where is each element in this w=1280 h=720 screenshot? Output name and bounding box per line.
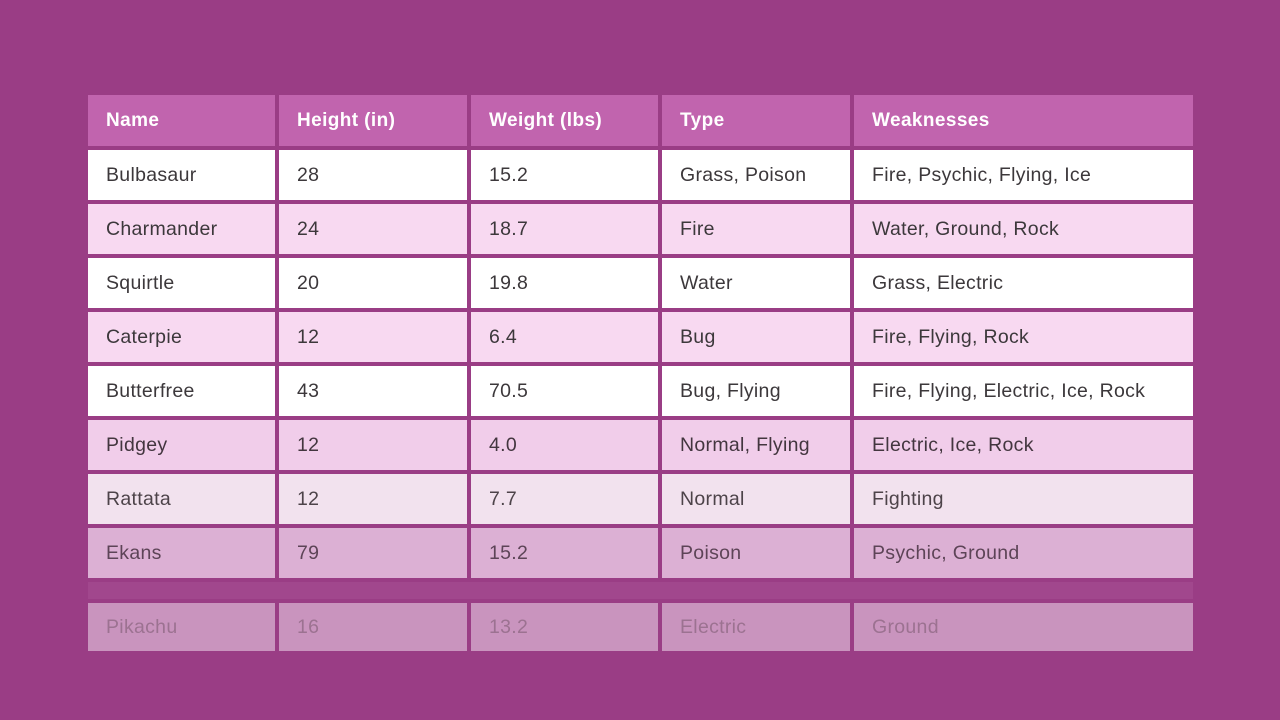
cell-type: Grass, Poison — [662, 150, 850, 200]
cell-name: Charmander — [88, 204, 275, 254]
pokemon-table — [88, 95, 1193, 651]
cell-weaknesses: Water, Ground, Rock — [854, 204, 1193, 254]
table-row — [88, 366, 1193, 416]
cell-height: 20 — [279, 258, 467, 308]
column-header-weaknesses: Weaknesses — [854, 95, 1193, 146]
cell-height: 43 — [279, 366, 467, 416]
cell-name: Pidgey — [88, 420, 275, 470]
column-header-type: Type — [662, 95, 850, 146]
cell-weaknesses: Fire, Flying, Rock — [854, 312, 1193, 362]
cell-weight: 7.7 — [471, 474, 658, 524]
table-row — [88, 528, 1193, 578]
cell-weaknesses: Fire, Psychic, Flying, Ice — [854, 150, 1193, 200]
cell-weaknesses: Psychic, Ground — [854, 528, 1193, 578]
cell-height: 12 — [279, 420, 467, 470]
table-row — [88, 474, 1193, 524]
cell-weaknesses: Fire, Flying, Electric, Ice, Rock — [854, 366, 1193, 416]
column-header-weight: Weight (lbs) — [471, 95, 658, 146]
cell-weaknesses: Electric, Ice, Rock — [854, 420, 1193, 470]
cell-height: 28 — [279, 150, 467, 200]
cell-name: Rattata — [88, 474, 275, 524]
cell-type: Bug — [662, 312, 850, 362]
cell-weaknesses: Ground — [854, 603, 1193, 651]
cell-height: 12 — [279, 474, 467, 524]
cell-weight: 15.2 — [471, 150, 658, 200]
cell-type: Normal, Flying — [662, 420, 850, 470]
cell-weight: 6.4 — [471, 312, 658, 362]
cell-weight: 70.5 — [471, 366, 658, 416]
cell-name: Butterfree — [88, 366, 275, 416]
cell-weight: 4.0 — [471, 420, 658, 470]
table-row-gap — [88, 582, 1193, 599]
table-row — [88, 258, 1193, 308]
table-row — [88, 204, 1193, 254]
cell-name: Bulbasaur — [88, 150, 275, 200]
cell-type: Fire — [662, 204, 850, 254]
cell-height: 24 — [279, 204, 467, 254]
cell-name: Pikachu — [88, 603, 275, 651]
cell-name: Squirtle — [88, 258, 275, 308]
table-row — [88, 420, 1193, 470]
cell-weight: 15.2 — [471, 528, 658, 578]
column-header-name: Name — [88, 95, 275, 146]
cell-weight: 19.8 — [471, 258, 658, 308]
column-header-height: Height (in) — [279, 95, 467, 146]
cell-type: Normal — [662, 474, 850, 524]
cell-weight: 18.7 — [471, 204, 658, 254]
cell-height: 16 — [279, 603, 467, 651]
cell-type: Electric — [662, 603, 850, 651]
table-row — [88, 150, 1193, 200]
cell-type: Bug, Flying — [662, 366, 850, 416]
cell-type: Poison — [662, 528, 850, 578]
cell-weaknesses: Fighting — [854, 474, 1193, 524]
cell-type: Water — [662, 258, 850, 308]
cell-weaknesses: Grass, Electric — [854, 258, 1193, 308]
cell-height: 12 — [279, 312, 467, 362]
cell-name: Ekans — [88, 528, 275, 578]
table-row — [88, 603, 1193, 651]
cell-height: 79 — [279, 528, 467, 578]
table-row — [88, 312, 1193, 362]
table-header-row — [88, 95, 1193, 146]
cell-name: Caterpie — [88, 312, 275, 362]
cell-weight: 13.2 — [471, 603, 658, 651]
